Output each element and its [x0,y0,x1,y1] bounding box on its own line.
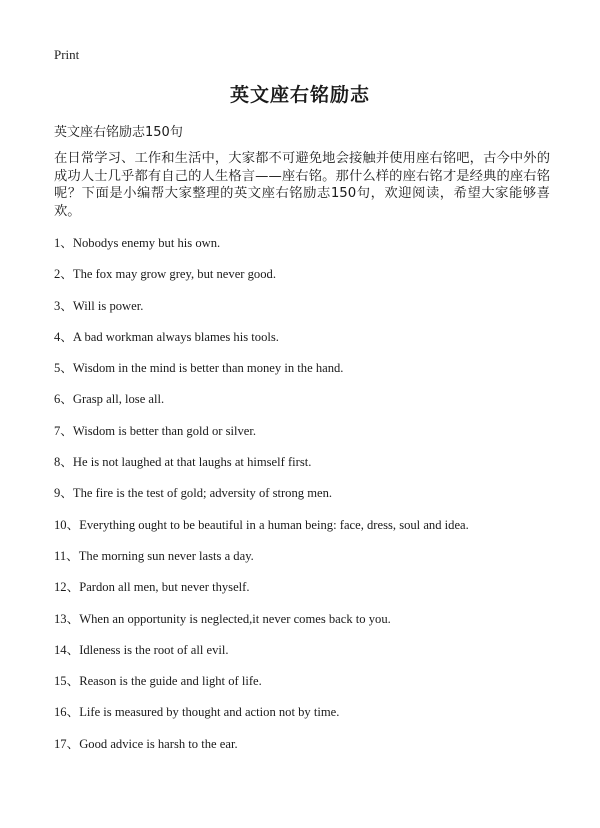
article-subtitle: 英文座右铭励志150句 [54,125,183,140]
print-link[interactable]: Print [54,47,80,62]
list-item: 13、When an opportunity is neglected,it never comes back to you. [54,611,391,626]
page-title: 英文座右铭励志 [229,84,370,106]
list-item: 4、A bad workman always blames his tools. [54,329,279,344]
list-item: 12、Pardon all men, but never thyself. [54,580,250,595]
list-item: 7、Wisdom is better than gold or silver. [54,423,257,438]
list-item: 5、Wisdom in the mind is better than money in the hand. [54,361,344,376]
motto-list [54,237,554,769]
intro-paragraph: 在日常学习、工作和生活中，大家都不可避免地会接触并使用座右铭吧，古今中外的成功人士几乎都有自己的人生格言——座右铭。那什么样的座右铭才是经典的座右铭呢？下面是小编帮大家整理的英文座右铭励志150句，欢迎阅读，希望大家能够喜欢。 [54,151,550,219]
list-item: 3、Will is power. [54,298,144,313]
list-item: 17、Good advice is harsh to the ear. [54,736,238,751]
list-item: 9、The fire is the test of gold; adversity of strong men. [54,486,333,501]
list-item: 11、The morning sun never lasts a day. [54,548,254,563]
list-item: 16、Life is measured by thought and action not by time. [54,705,340,720]
list-item: 6、Grasp all, lose all. [54,392,165,407]
list-item: 10、Everything ought to be beautiful in a human being: face, dress, soul and idea. [54,517,469,532]
list-item: 15、Reason is the guide and light of life. [54,674,262,689]
list-item: 2、The fox may grow grey, but never good. [54,267,276,282]
list-item: 14、Idleness is the root of all evil. [54,642,229,657]
list-item: 8、He is not laughed at that laughs at himself first. [54,455,312,470]
list-item: 1、Nobodys enemy but his own. [54,236,221,250]
